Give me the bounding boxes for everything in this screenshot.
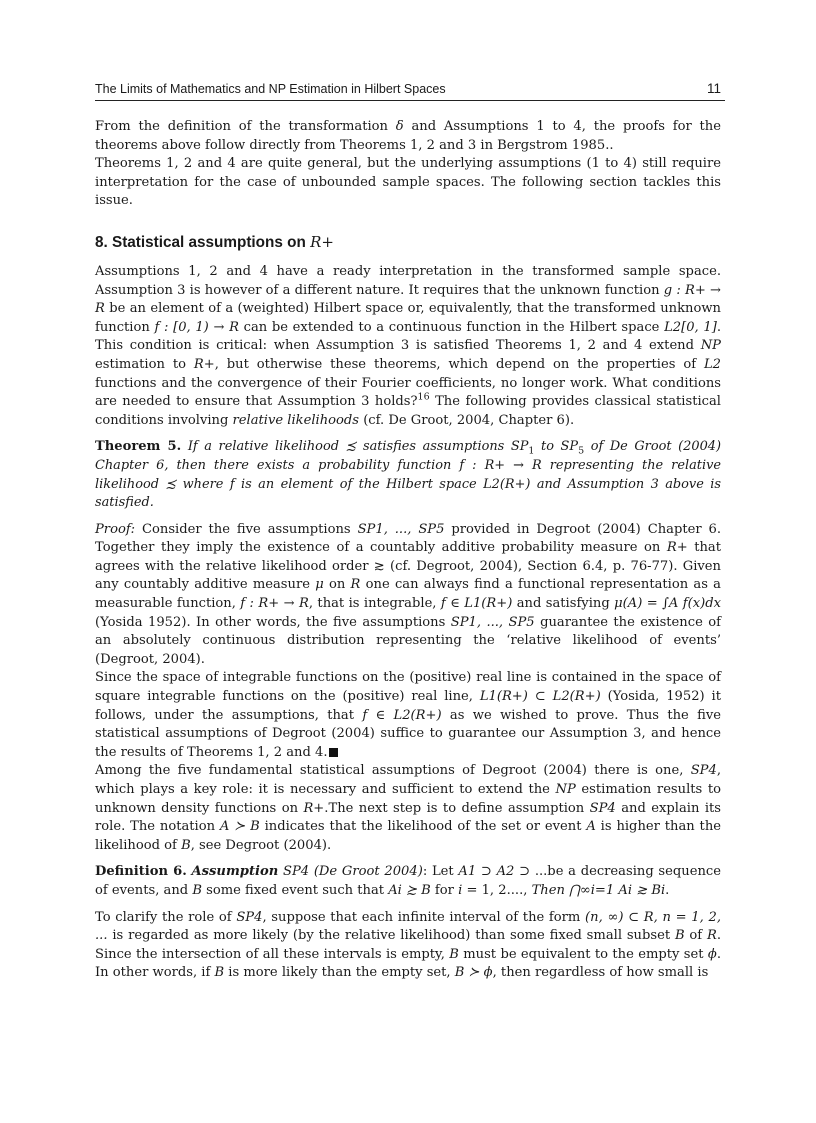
theorem-5: Theorem 5. If a relative likelihood ≾ satisfies assumptions $SP_1$ to $SP_5$ of De Groot (2004) Chapter 6, then there exists a probability function f : R+ → R representing the relative likelihood ≾ where f is an element of the Hilbert space L2(R+) and Assumption 3 above is satisfied. [95, 439, 722, 511]
page-body [95, 118, 721, 983]
among-paragraph: Among the five fundamental statistical assumptions of Degroot (2004) there is one, SP4, which plays a key role: it is necessary and sufficient to extend the NP estimation results to unknown density functions on R+.The next step is to define assumption SP4 and explain its role. The notation A ≻ B indicates that the likelihood of the set or event A is higher than the likelihood of B, see Degroot (2004). [95, 763, 722, 853]
space-paragraph: Since the space of integrable functions on the (positive) real line is contained in the space of square integrable functions on the (positive) real line, L1(R+) ⊂ L2(R+) (Yosida, 1952) it follows, under the assumptions, that f ∈ L2(R+) as we wished to prove. Thus the five statistical assumptions of Degroot (2004) suffice to guarantee our Assumption 3, and hence the results of Theorems 1, 2 and 4. [95, 670, 722, 760]
clarify-paragraph: To clarify the role of SP4, suppose that each infinite interval of the form (n, ∞) ⊂ R, n = 1, 2, ... is regarded as more likely (by the relative likelihood) than some fixed small subset B of R. Since the intersection of all these intervals is empty, B must be equivalent to the empty set ϕ. In other words, if B is more likely than the empty set, B ≻ ϕ, then regardless of how small is [95, 909, 721, 981]
proof-paragraph: Proof: Consider the five assumptions SP1, ..., SP5 provided in Degroot (2004) Chapter 6. Together they imply the existence of a countably additive probability measure on R+ that agrees with the relative likelihood order ≳ (cf. Degroot, 2004), Section 6.4, p. 76-77). Given any countably additive measure μ on R one can always find a functional representation as a measurable function, f : R+ → R, that is integrable, f ∈ L1(R+) and satisfying μ(A) = ∫A f(x)dx (Yosida 1952). In other words, the five assumptions SP1, ..., SP5 guarantee the existence of an absolutely continuous distribution representing the ‘relative likelihood of events’ (Degroot, 2004). [95, 521, 722, 667]
qed-square-icon [329, 748, 338, 757]
intro-paragraph-2: Theorems 1, 2 and 4 are quite general, but the underlying assumptions (1 to 4) still require interpretation for the case of unbounded sample spaces. The following section tackles this issue. [95, 156, 721, 209]
footnote-marker: 16 [417, 391, 430, 403]
page-number: 11 [706, 81, 721, 96]
intro-paragraph-1: From the definition of the transformation δ and Assumptions 1 to 4, the proofs for the theorems above follow directly from Theorems 1, 2 and 3 in Bergstrom 1985.. [95, 119, 721, 153]
section-8-paragraph: Assumptions 1, 2 and 4 have a ready interpretation in the transformed sample space. Assumption 3 is however of a different nature. It requires that the unknown function g : R+ → R be an element of a (weighted) Hilbert space or, equivalently, that the transformed unknown function f : [0, 1) → R can be extended to a continuous function in the Hilbert space L2[0, 1]. This condition is critical: when Assumption 3 is satisfied Theorems 1, 2 and 4 extend NP estimation to R+, but otherwise these theorems, which depend on the properties of L2 functions and the convergence of their Fourier coefficients, no longer work. What conditions are needed to ensure that Assumption 3 holds?$^{16}$ The following provides classical statistical conditions involving relative likelihoods (cf. De Groot, 2004, Chapter 6). [95, 263, 721, 428]
definition-6: Definition 6. Assumption SP4 (De Groot 2004): Let A1 ⊃ A2 ⊃ ...be a decreasing sequence of events, and B some fixed event such that Ai ≿ B for i = 1, 2...., Then ⋂∞i=1 Ai ≳ Bi. [95, 864, 721, 898]
running-header [95, 81, 725, 101]
section-heading: 8. Statistical assumptions on R+ [95, 232, 334, 251]
running-title: The Limits of Mathematics and NP Estimation in Hilbert Spaces [95, 82, 446, 96]
